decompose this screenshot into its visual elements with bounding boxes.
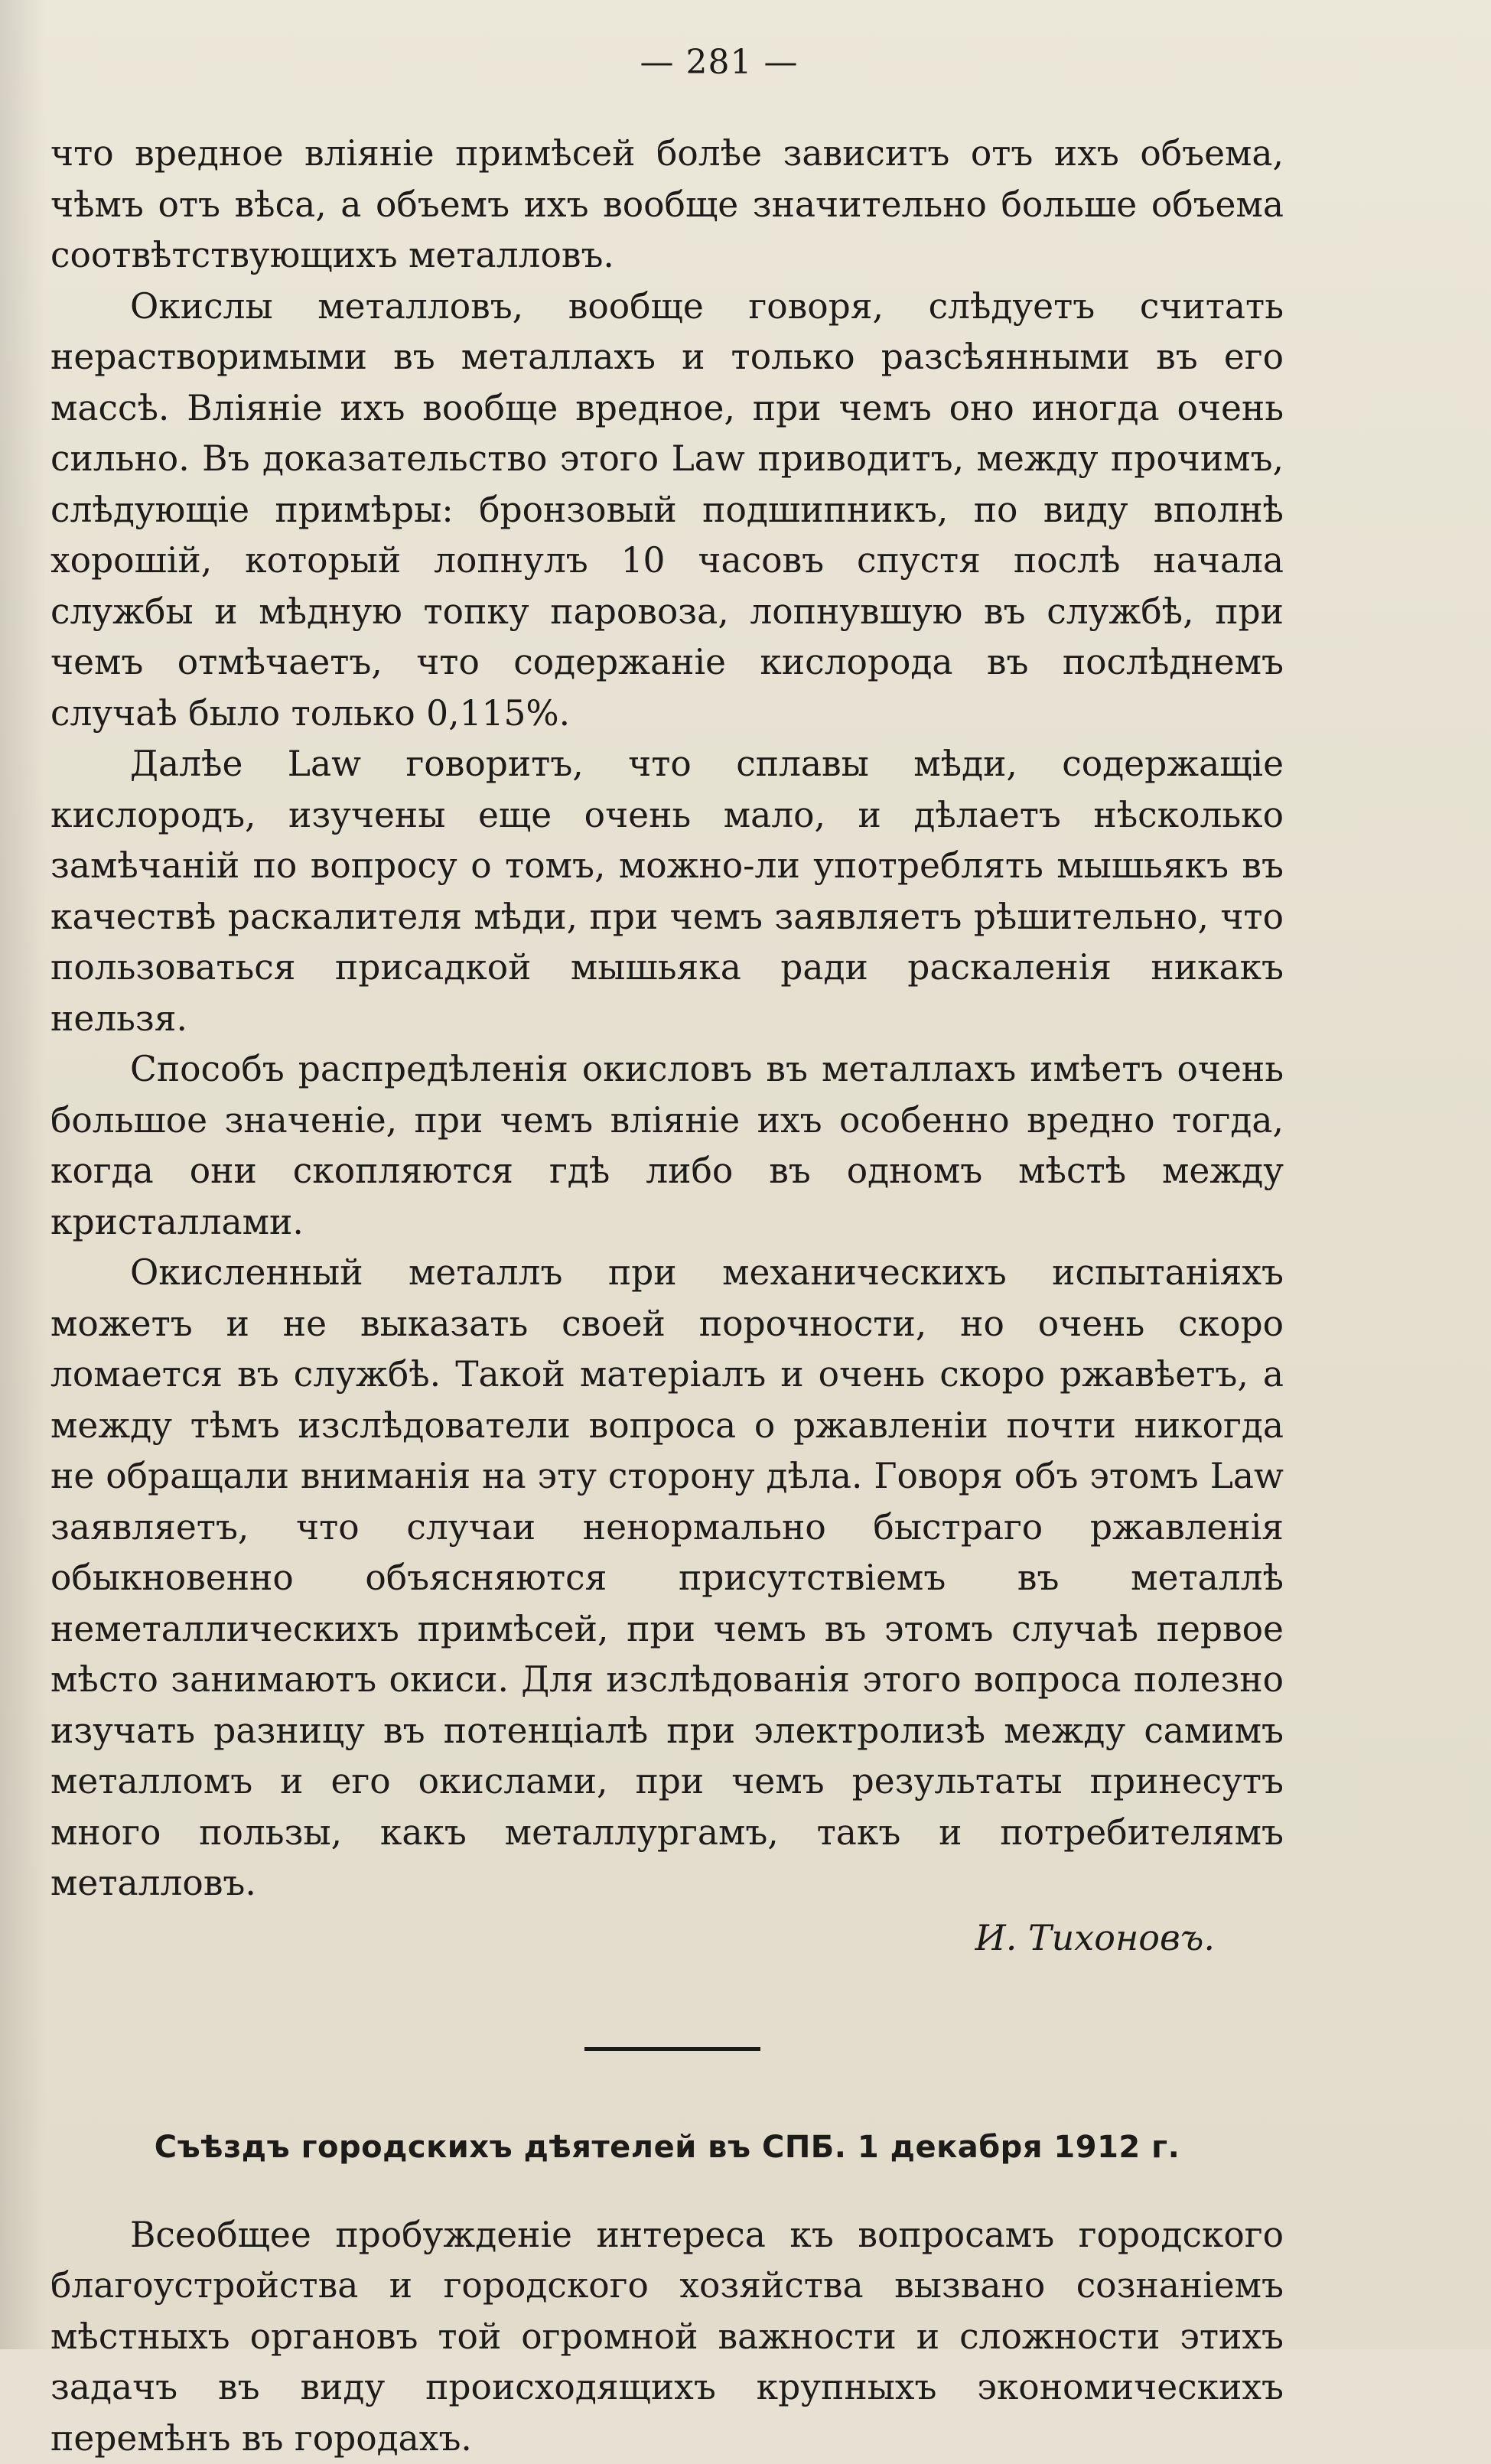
paragraph-3: Далѣе Law говоритъ, что сплавы мѣди, содержащіе кислородъ, изучены еще очень мало, и дѣлаетъ нѣсколько замѣчаній по вопросу о томъ, можно-ли употреблять мышьякъ въ качествѣ раскалителя мѣди, при чемъ заявляетъ рѣшительно, что пользоваться присадкой мышьяка ради раскаленія никакъ нельзя. <box>50 739 1284 1044</box>
section-title: Съѣздъ городскихъ дѣятелей въ СПБ. 1 декабря 1912 г. <box>50 2126 1284 2169</box>
section-paragraph-1: Всеобщее пробужденіе интереса къ вопросамъ городского благоустройства и городского хозяйства вызвано сознаніемъ мѣстныхъ органовъ той огромной важности и сложности этихъ задачъ въ виду происходящихъ крупныхъ экономическихъ перемѣнъ въ городахъ. <box>50 2210 1284 2464</box>
paragraph-4: Способъ распредѣленія окисловъ въ металлахъ имѣетъ очень большое значеніе, при чемъ вліяніе ихъ особенно вредно тогда, когда они скопляются гдѣ либо въ одномъ мѣстѣ между кристаллами. <box>50 1044 1284 1248</box>
section-divider <box>584 2047 760 2051</box>
paragraph-1: что вредное вліяніе примѣсей болѣе зависитъ отъ ихъ объема, чѣмъ отъ вѣса, а объемъ ихъ вообще значительно больше объема соотвѣтствующихъ металловъ. <box>50 129 1284 282</box>
paragraph-2: Окислы металловъ, вообще говоря, слѣдуетъ считать нерастворимыми въ металлахъ и только разсѣянными въ его массѣ. Вліяніе ихъ вообще вредное, при чемъ оно иногда очень сильно. Въ доказательство этого Law приводитъ, между прочимъ, слѣдующіе примѣры: бронзовый подшипникъ, по виду вполнѣ хорошій, который лопнулъ 10 часовъ спустя послѣ начала службы и мѣдную топку паровоза, лопнувшую въ службѣ, при чемъ отмѣчаетъ, что содержаніе кислорода въ послѣднемъ случаѣ было только 0,115%. <box>50 282 1284 740</box>
article-body <box>50 129 1284 2464</box>
author-signature: И. Тихоновъ. <box>50 1912 1284 1963</box>
page-number: — 281 — <box>0 43 1438 82</box>
paragraph-5: Окисленный металлъ при механическихъ испытаніяхъ можетъ и не выказать своей порочности, но очень скоро ломается въ службѣ. Такой матеріалъ и очень скоро ржавѣетъ, а между тѣмъ изслѣдователи вопроса о ржавленіи почти никогда не обращали вниманія на эту сторону дѣла. Говоря объ этомъ Law заявляетъ, что случаи ненормально быстраго ржавленія обыкновенно объясняются присутствіемъ въ металлѣ неметаллическихъ примѣсей, при чемъ въ этомъ случаѣ первое мѣсто занимаютъ окиси. Для изслѣдованія этого вопроса полезно изучать разницу въ потенціалѣ при электролизѣ между самимъ металломъ и его окислами, при чемъ результаты принесутъ много пользы, какъ металлургамъ, такъ и потребителямъ металловъ. <box>50 1248 1284 1909</box>
